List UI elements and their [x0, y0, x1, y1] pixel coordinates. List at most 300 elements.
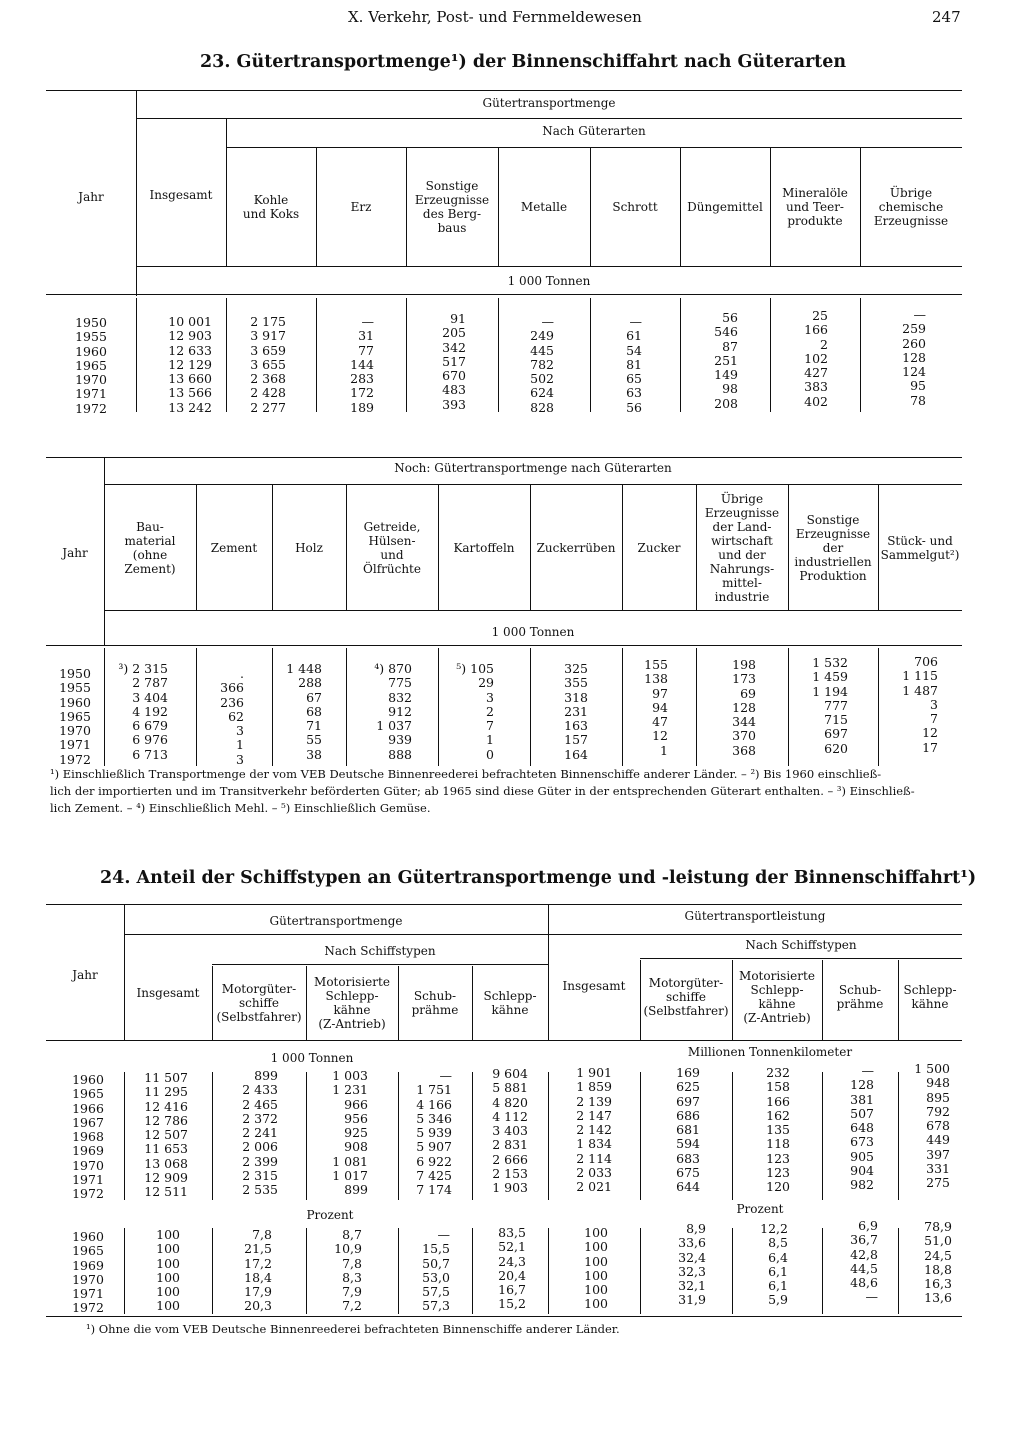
table-cell: 2 033 [576, 1165, 612, 1181]
year-cell: 1967 [72, 1114, 104, 1130]
table-cell: ⁵) 105 [456, 661, 494, 676]
col-header-label: Metalle [520, 200, 568, 214]
table-cell: 15,5 [422, 1241, 450, 1257]
table-cell: 12 [652, 728, 668, 744]
table-cell: 675 [676, 1165, 700, 1181]
table-cell: 594 [676, 1136, 700, 1152]
table-cell: 905 [850, 1148, 874, 1164]
table-cell: 1 448 [286, 661, 322, 676]
table-cell: 4 112 [492, 1108, 528, 1124]
col-header-label: Schub- prähme [411, 989, 459, 1017]
col-header-label: Düngemittel [687, 200, 763, 214]
table23-data-column [748, 309, 828, 409]
year-cell: 1960 [72, 1229, 104, 1244]
table-cell: 173 [732, 671, 756, 687]
table23-col-header [770, 150, 860, 264]
table-cell: 948 [926, 1075, 950, 1091]
table-cell: 124 [902, 364, 926, 380]
table23b-col-header [788, 487, 878, 609]
table23b-data-column [412, 662, 494, 762]
year-column [66, 1073, 110, 1202]
table-cell: — [439, 1068, 452, 1083]
table-cell: 2 666 [492, 1151, 528, 1167]
table23-title: 23. Gütertransportmenge¹) der Binnenschiffahrt nach Güterarten [200, 52, 847, 72]
col-header-label: Getreide, Hülsen- und Ölfrüchte [363, 520, 421, 576]
table-cell: 51,0 [924, 1233, 952, 1249]
table24-col-total-leistung: Insgesamt [562, 979, 626, 993]
table-cell: 427 [804, 365, 828, 381]
table-cell: 2 465 [242, 1096, 278, 1112]
table-cell: 925 [344, 1125, 368, 1141]
table-cell: — [361, 314, 374, 329]
table-cell: 42,8 [850, 1246, 878, 1262]
col-header-label: Erz [350, 200, 372, 214]
table-cell: 8,7 [342, 1227, 362, 1242]
table23b-group-header: Noch: Gütertransportmenge nach Güterarten [394, 461, 672, 475]
year-cell: 1965 [72, 1243, 104, 1259]
table-cell: 260 [902, 335, 926, 351]
table-cell: 100 [156, 1298, 180, 1314]
table-cell: 259 [902, 321, 926, 337]
table-cell: 5 346 [416, 1110, 452, 1126]
table-cell: 91 [450, 311, 466, 326]
table-cell: 100 [156, 1227, 180, 1242]
table-cell: 7,2 [342, 1298, 362, 1314]
table23b-data-column [766, 656, 848, 756]
table-cell: 12 633 [168, 342, 212, 358]
col-header-label: Sonstige Erzeugnisse des Berg- baus [414, 179, 490, 235]
table-cell: 1 017 [332, 1168, 368, 1184]
table-cell: 48,6 [850, 1275, 878, 1291]
year-cell: 1972 [72, 1300, 104, 1316]
table-cell: 7,8 [252, 1227, 272, 1242]
table-cell: 7 [930, 711, 938, 727]
table-cell: 118 [766, 1136, 790, 1152]
table-cell: 1 [236, 737, 244, 753]
table23-data-column [294, 315, 374, 415]
table-cell: 25 [812, 308, 828, 323]
table-cell: 288 [298, 675, 322, 691]
table-cell: 6,1 [768, 1263, 788, 1279]
table-cell: 16,7 [498, 1282, 526, 1298]
table-cell: 449 [926, 1132, 950, 1148]
table-cell: 2 [486, 703, 494, 719]
table-cell: 20,4 [498, 1267, 526, 1283]
table-cell: 172 [350, 385, 374, 401]
table-cell: 1 037 [376, 718, 412, 734]
table23-data-column [386, 312, 466, 412]
table-cell: 3 [486, 689, 494, 705]
table-cell: 231 [564, 703, 588, 719]
table-cell: 123 [766, 1165, 790, 1181]
table-cell: 966 [344, 1096, 368, 1112]
table24-pct-column [630, 1222, 706, 1308]
table-cell: 2 368 [250, 371, 286, 387]
table-cell: — [861, 1063, 874, 1078]
table-cell: 198 [732, 657, 756, 672]
table-cell: 1 903 [492, 1180, 528, 1196]
table-cell: 12 507 [144, 1127, 188, 1143]
table-cell: 138 [644, 671, 668, 687]
table23-col-header [680, 150, 770, 264]
table-cell: 366 [220, 680, 244, 696]
table-cell: 100 [584, 1296, 608, 1312]
table24-pct-column [802, 1219, 878, 1305]
table-cell: 5 907 [416, 1139, 452, 1155]
table-cell: 12 129 [168, 356, 212, 372]
table24-ship-col-header-menge [472, 968, 548, 1038]
table-cell: 383 [804, 379, 828, 395]
table-cell: 0 [486, 746, 494, 762]
table-cell: 100 [156, 1241, 180, 1257]
table24-title: 24. Anteil der Schiffstypen an Gütertransportmenge und -leistung der Binnenschiffahrt¹) [100, 868, 977, 888]
table-cell: 397 [926, 1146, 950, 1162]
table-cell: 17,9 [244, 1284, 272, 1300]
table-cell: 895 [926, 1089, 950, 1105]
col-header-label: Motorisierte Schlepp- kähne (Z-Antrieb) [314, 975, 390, 1031]
table24-ship-col-header-leistung [822, 962, 898, 1032]
table-cell: 100 [156, 1269, 180, 1285]
footnote-line: lich Zement. – ⁴) Einschließlich Mehl. – ⁵) Einschließlich Gemüse. [50, 801, 431, 815]
table-cell: 61 [626, 328, 642, 344]
year-cell: 1970 [72, 1157, 104, 1173]
table-cell: 97 [652, 685, 668, 701]
table23-data-column [206, 315, 286, 415]
table-cell: . [240, 666, 244, 681]
table-cell: 65 [626, 371, 642, 387]
col-header-label: Bau- material (ohne Zement) [124, 520, 176, 576]
table-cell: 11 507 [144, 1070, 188, 1085]
table-cell: 368 [732, 742, 756, 758]
year-cell: 1969 [72, 1257, 104, 1273]
footnote-line: lich der importierten und im Transitverkehr beförderten Güter; ab 1965 sind diese Güter in der entsprechenden Güterart enthalten. – ³) Einschließ- [50, 784, 915, 798]
table-cell: 163 [564, 718, 588, 734]
table24-ship-col-header-leistung [732, 962, 822, 1032]
table-cell: 7 425 [416, 1168, 452, 1184]
table-cell: 318 [564, 689, 588, 705]
table-cell: 625 [676, 1079, 700, 1095]
table-cell: 517 [442, 353, 466, 369]
table23-col-total: Insgesamt [149, 188, 213, 202]
table23b-col-header [878, 487, 962, 609]
table-cell: 1 532 [812, 655, 848, 670]
table-cell: 50,7 [422, 1255, 450, 1271]
table23b-data-column [330, 662, 412, 762]
table-cell: 208 [714, 395, 738, 411]
table23b-data-column [86, 662, 168, 762]
table-cell: 251 [714, 352, 738, 368]
table-cell: 11 295 [144, 1084, 188, 1100]
table-cell: 5 939 [416, 1125, 452, 1141]
table-cell: 6 922 [416, 1153, 452, 1169]
table-cell: 13 242 [168, 399, 212, 415]
table-cell: 1 115 [902, 668, 938, 684]
table24-footnote: ¹) Ohne die vom VEB Deutsche Binnenreederei befrachteten Binnenschiffe anderer Länder. [86, 1322, 620, 1336]
table-cell: 6,1 [768, 1278, 788, 1294]
table23-col-header [860, 150, 962, 264]
table-cell: 4 192 [132, 703, 168, 719]
table-cell: 3 [236, 723, 244, 739]
table24-ship-col-header-leistung [640, 962, 732, 1032]
table-cell: 13 068 [144, 1155, 188, 1171]
table-cell: 12 909 [144, 1170, 188, 1186]
table-cell: 683 [676, 1150, 700, 1166]
table-cell: 2 535 [242, 1182, 278, 1198]
table-cell: 888 [388, 746, 412, 762]
year-cell: 1970 [59, 723, 91, 739]
table-cell: 31 [358, 328, 374, 344]
table-cell: 232 [766, 1065, 790, 1080]
year-cell: 1966 [72, 1100, 104, 1116]
table-cell: 128 [850, 1077, 874, 1093]
table-cell: 777 [824, 697, 848, 713]
table-cell: ³) 2 315 [118, 661, 168, 676]
table-cell: 18,8 [924, 1261, 952, 1277]
table-cell: 697 [824, 726, 848, 742]
table-cell: 78 [910, 392, 926, 408]
table-cell: 32,3 [678, 1263, 706, 1279]
table-cell: 2 787 [132, 675, 168, 691]
year-cell: 1950 [59, 666, 91, 681]
table23-data-column [132, 315, 212, 415]
table-cell: 100 [156, 1284, 180, 1300]
col-header-label: Sonstige Erzeugnisse der industriellen Produktion [794, 513, 872, 583]
table-cell: 7 174 [416, 1182, 452, 1198]
table-cell: 149 [714, 367, 738, 383]
table-cell: 24,3 [498, 1253, 526, 1269]
col-header-label: Schrott [612, 200, 658, 214]
table-cell: 6 976 [132, 732, 168, 748]
table-cell: 100 [584, 1239, 608, 1255]
table-cell: 53,0 [422, 1269, 450, 1285]
col-header-label: Zucker [637, 541, 681, 555]
year-cell: 1968 [72, 1129, 104, 1145]
table-cell: 325 [564, 661, 588, 676]
table-cell: 775 [388, 675, 412, 691]
table-cell: 236 [220, 694, 244, 710]
col-header-label: Kartoffeln [453, 541, 515, 555]
table24-col-total-menge: Insgesamt [136, 986, 200, 1000]
table-cell: 2 831 [492, 1137, 528, 1153]
table24-abs-column [202, 1069, 278, 1198]
table-cell: 32,4 [678, 1249, 706, 1265]
year-cell: 1950 [75, 315, 107, 330]
table-cell: 792 [926, 1103, 950, 1119]
table-cell: 2 241 [242, 1125, 278, 1141]
table-cell: 3 655 [250, 356, 286, 372]
table-cell: 12 511 [144, 1184, 188, 1200]
table-cell: 11 653 [144, 1141, 188, 1157]
table-cell: — [913, 307, 926, 322]
table-cell: 6,9 [858, 1218, 878, 1233]
col-header-label: Mineralöle und Teer- produkte [782, 186, 848, 228]
table-cell: 715 [824, 712, 848, 728]
table-cell: 67 [306, 689, 322, 705]
table-cell: 94 [652, 699, 668, 715]
table-cell: 2 114 [576, 1150, 612, 1166]
running-header: X. Verkehr, Post- und Fernmeldewesen [348, 8, 642, 26]
year-cell: 1960 [59, 694, 91, 710]
table-cell: 62 [228, 708, 244, 724]
table24-group-menge: Gütertransportmenge [269, 914, 403, 928]
table-cell: 100 [584, 1225, 608, 1240]
table-cell: 71 [306, 718, 322, 734]
col-header-label: Zement [210, 541, 258, 555]
table24-abs-column [624, 1066, 700, 1195]
table-cell: 706 [914, 654, 938, 669]
table-cell: 98 [722, 381, 738, 397]
year-cell: 1972 [72, 1186, 104, 1202]
table24-pct-column [532, 1226, 608, 1312]
table24-pct-column [104, 1228, 180, 1314]
table-cell: 10,9 [334, 1241, 362, 1257]
table-cell: 32,1 [678, 1278, 706, 1294]
table-cell: 1 901 [576, 1065, 612, 1080]
table-cell: 2 006 [242, 1139, 278, 1155]
table23-data-column [474, 315, 554, 415]
table-cell: 57,3 [422, 1298, 450, 1314]
table-cell: 2 139 [576, 1093, 612, 1109]
table-cell: 120 [766, 1179, 790, 1195]
table-cell: 782 [530, 356, 554, 372]
table-cell: — [865, 1289, 878, 1305]
table23b-data-column [586, 658, 668, 758]
table-cell: 162 [766, 1107, 790, 1123]
year-cell: 1960 [72, 1072, 104, 1087]
year-cell: 1972 [59, 751, 91, 767]
year-cell: 1970 [75, 372, 107, 388]
table-cell: 283 [350, 371, 374, 387]
table-cell: 2 [820, 336, 828, 352]
table-cell: 135 [766, 1122, 790, 1138]
table24-unit-pct2: Prozent [736, 1202, 784, 1216]
col-header-label: Schlepp- kähne [483, 989, 537, 1017]
table-cell: 908 [344, 1139, 368, 1155]
table-cell: 2 277 [250, 399, 286, 415]
table23b-data-column [506, 662, 588, 762]
table-cell: 3 [236, 751, 244, 767]
table-cell: 2 399 [242, 1153, 278, 1169]
table23-sub-header: Nach Güterarten [542, 124, 646, 138]
table23-group-header: Gütertransportmenge [482, 96, 616, 110]
table-cell: 673 [850, 1134, 874, 1150]
table-cell: 12 416 [144, 1098, 188, 1114]
table24-pct-column [374, 1228, 450, 1314]
col-header-label: Motorgüter- schiffe (Selbstfahrer) [643, 976, 729, 1018]
table-cell: 21,5 [244, 1241, 272, 1257]
year-cell: 1960 [75, 343, 107, 359]
table-cell: 620 [824, 740, 848, 756]
col-header-label: Motorisierte Schlepp- kähne (Z-Antrieb) [739, 969, 815, 1025]
year-cell: 1969 [72, 1143, 104, 1159]
col-header-label: Kohle und Koks [242, 193, 300, 221]
year-cell: 1965 [59, 708, 91, 724]
table-cell: 3 404 [132, 689, 168, 705]
table24-abs-column [714, 1066, 790, 1195]
table23-col-header [406, 150, 498, 264]
table-cell: 3 659 [250, 342, 286, 358]
table23-col-header [316, 150, 406, 264]
table23b-data-column [162, 667, 244, 767]
year-cell: 1972 [75, 400, 107, 416]
col-header-label: Stück- und Sammelgut²) [880, 534, 960, 562]
table-cell: 899 [344, 1182, 368, 1198]
table-cell: 6,4 [768, 1249, 788, 1265]
table24-ship-col-header-menge [212, 968, 306, 1038]
year-cell: 1971 [72, 1286, 104, 1302]
table-cell: 157 [564, 732, 588, 748]
table-cell: 8,3 [342, 1269, 362, 1285]
table-cell: 1 459 [812, 669, 848, 685]
table-cell: 20,3 [244, 1298, 272, 1314]
table-cell: 2 372 [242, 1110, 278, 1126]
table-cell: 13 566 [168, 385, 212, 401]
table24-unit-leistung: Millionen Tonnenkilometer [687, 1045, 853, 1059]
table-cell: 123 [766, 1150, 790, 1166]
table23b-col-header [346, 487, 438, 609]
table-cell: 331 [926, 1161, 950, 1177]
year-cell: 1971 [59, 737, 91, 753]
table-cell: 78,9 [924, 1219, 952, 1234]
table24-ship-col-header-leistung [898, 962, 962, 1032]
table-cell: 55 [306, 732, 322, 748]
table-cell: 31,9 [678, 1292, 706, 1308]
table-cell: 17 [922, 739, 938, 755]
table-cell: 370 [732, 728, 756, 744]
table-cell: 102 [804, 350, 828, 366]
table-cell: 166 [766, 1093, 790, 1109]
table24-abs-column [292, 1069, 368, 1198]
table24-abs-column [798, 1064, 874, 1193]
table-cell: 155 [644, 657, 668, 672]
year-cell: 1971 [72, 1172, 104, 1188]
table23b-col-header [196, 487, 272, 609]
table-cell: 1 [486, 732, 494, 748]
table-cell: 1 834 [576, 1136, 612, 1152]
table-cell: 77 [358, 342, 374, 358]
table-cell: 4 166 [416, 1096, 452, 1112]
table23b-col-header [622, 487, 696, 609]
year-cell: 1955 [59, 680, 91, 696]
table24-sub-menge: Nach Schiffstypen [324, 944, 436, 958]
table-cell: 2 153 [492, 1166, 528, 1182]
table24-col-year: Jahr [72, 968, 98, 982]
table-cell: 3 917 [250, 328, 286, 344]
table24-ship-col-header-menge [306, 968, 398, 1038]
table23b-data-column [674, 658, 756, 758]
table-cell: 12 903 [168, 328, 212, 344]
col-header-label: Holz [295, 541, 323, 555]
year-cell: 1965 [75, 357, 107, 373]
table24-unit-menge: 1 000 Tonnen [270, 1051, 354, 1065]
table-cell: 17,2 [244, 1255, 272, 1271]
table-cell: 100 [584, 1253, 608, 1269]
table-cell: 2 175 [250, 314, 286, 329]
table24-sub-leistung: Nach Schiffstypen [745, 938, 857, 952]
table-cell: 828 [530, 399, 554, 415]
table-cell: 100 [584, 1282, 608, 1298]
table-cell: 24,5 [924, 1247, 952, 1263]
table-cell: 2 021 [576, 1179, 612, 1195]
table-cell: 12,2 [760, 1221, 788, 1236]
table24-abs-column [452, 1067, 528, 1196]
table-cell: 5,9 [768, 1292, 788, 1308]
table-cell: 69 [740, 685, 756, 701]
table23-col-header [498, 150, 590, 264]
table-cell: 13,6 [924, 1290, 952, 1306]
table-cell: 33,6 [678, 1235, 706, 1251]
table-cell: 2 428 [250, 385, 286, 401]
